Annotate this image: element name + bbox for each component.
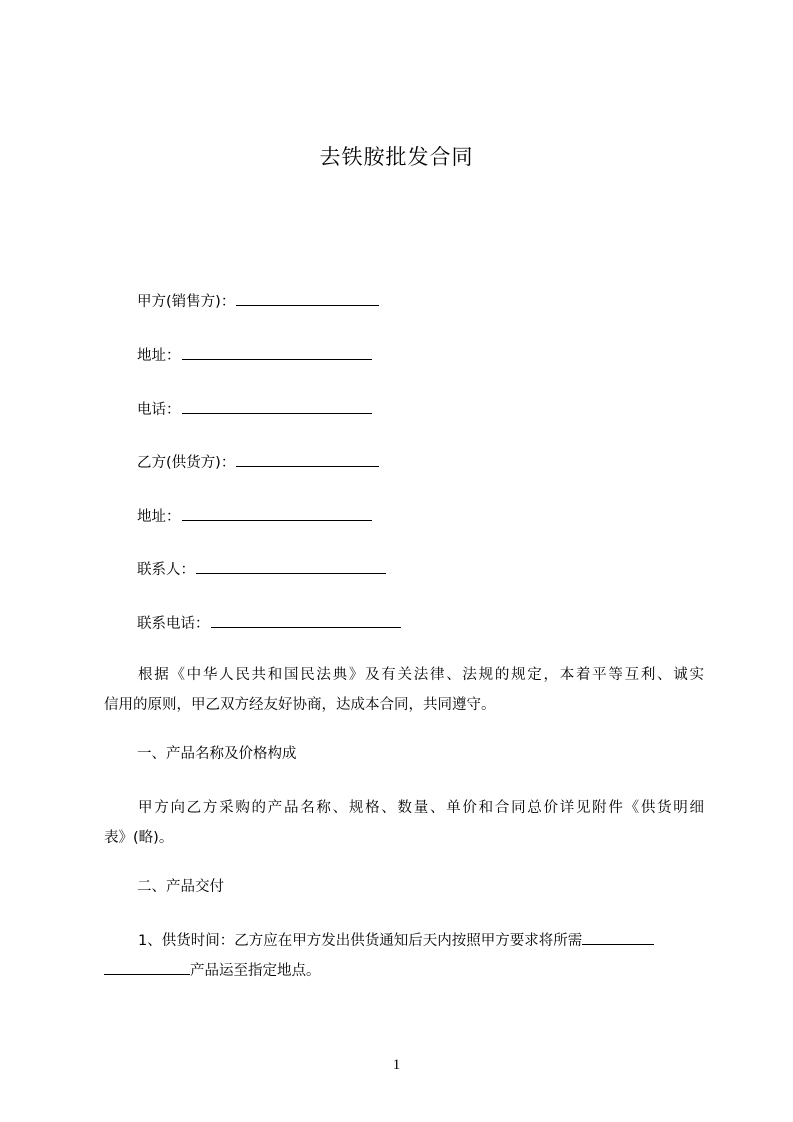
party-b-address-label: 地址：: [137, 509, 181, 525]
party-b-contact-phone-blank[interactable]: [211, 613, 401, 628]
party-b-contact-label: 联系人：: [137, 562, 195, 578]
party-b-address-field: [137, 506, 372, 527]
section-2-item-1-line-2: 产品运至指定地点。: [190, 963, 321, 979]
required-product-blank-1[interactable]: [582, 930, 654, 945]
intro-line-1: 根据《中华人民共和国民法典》及有关法律、法规的规定，本着平等互利、诚实: [138, 667, 704, 683]
party-a-address-label: 地址：: [137, 348, 181, 364]
party-a-phone-blank[interactable]: [182, 399, 372, 414]
party-b-contact-blank[interactable]: [196, 559, 386, 574]
party-b-supplier-label: 乙方(供货方)：: [137, 455, 236, 471]
intro-line-2: 信用的原则，甲乙双方经友好协商，达成本合同，共同遵守。: [104, 697, 496, 713]
section-2-item-1-line-2-wrap: [104, 956, 704, 986]
page-number: 1: [392, 1057, 401, 1073]
section-1-heading: 一、产品名称及价格构成: [137, 746, 297, 762]
party-b-supplier-field: [137, 452, 379, 473]
party-b-contact-field: [137, 559, 386, 580]
party-a-phone-label: 电话：: [137, 402, 181, 418]
party-a-address-field: [137, 345, 372, 366]
section-1-line-1: 甲方向乙方采购的产品名称、规格、数量、单价和合同总价详见附件《供货明细: [138, 800, 704, 816]
party-b-supplier-blank[interactable]: [236, 452, 379, 467]
party-b-contact-phone-field: [137, 613, 401, 634]
party-b-address-blank[interactable]: [182, 506, 372, 521]
section-2-item-1-line-1-wrap: [104, 926, 704, 956]
party-a-phone-field: [137, 399, 372, 420]
section-2-item-1-line-1: 1、供货时间：乙方应在甲方发出供货通知后天内按照甲方要求将所需: [138, 933, 583, 949]
party-a-seller-field: [137, 291, 379, 312]
party-b-contact-phone-label: 联系电话：: [137, 616, 210, 632]
party-a-address-blank[interactable]: [182, 345, 372, 360]
intro-paragraph: [104, 660, 704, 720]
required-product-blank-2[interactable]: [104, 960, 190, 975]
document-title: 去铁胺批发合同: [319, 145, 474, 169]
section-2-heading: 二、产品交付: [137, 879, 224, 895]
party-a-seller-label: 甲方(销售方)：: [137, 294, 236, 310]
section-2-item-1: [104, 926, 704, 986]
section-1-line-2: 表》(略)。: [104, 830, 174, 846]
party-a-seller-blank[interactable]: [236, 291, 379, 306]
section-1-paragraph: [104, 793, 704, 853]
